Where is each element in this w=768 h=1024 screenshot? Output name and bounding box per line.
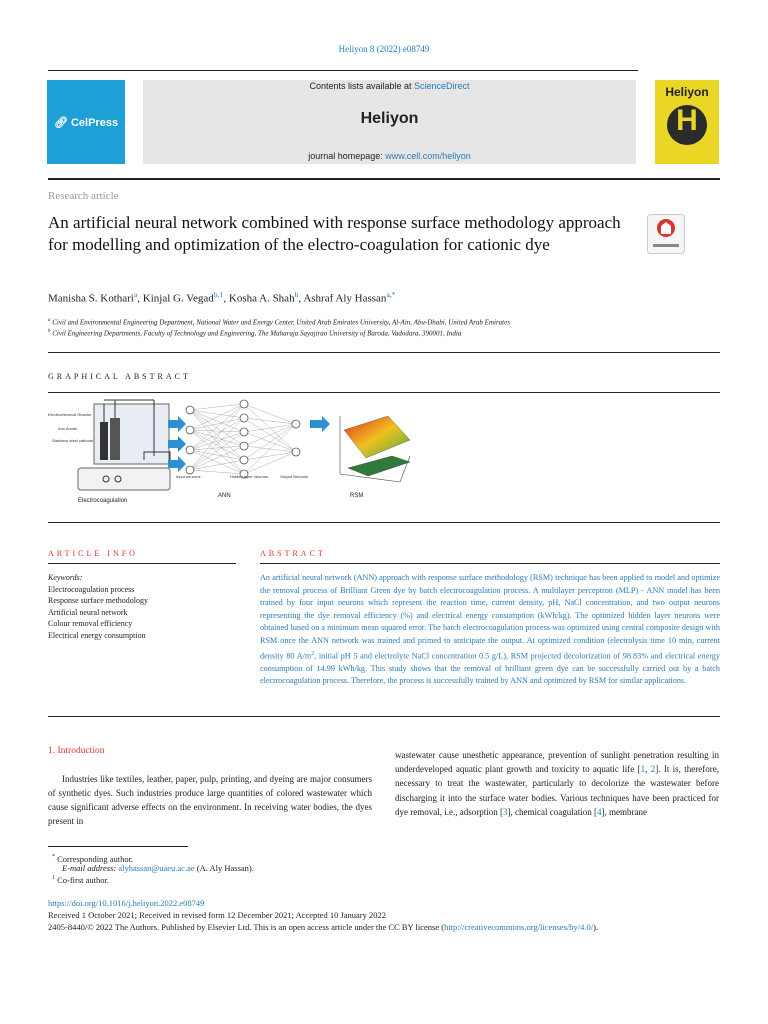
author-affil-mark[interactable]: b (294, 290, 299, 299)
keyword: Response surface methodology (48, 596, 148, 605)
graphical-abstract-figure[interactable] (48, 396, 720, 518)
ann-connection (190, 410, 244, 432)
ann-connection (244, 424, 296, 432)
author-name[interactable]: Kinjal G. Vegad (142, 292, 214, 305)
reactor-label: Stainless steel cathode (52, 438, 94, 443)
cellpress-logo[interactable] (47, 80, 125, 164)
cover-title: Heliyon (665, 85, 709, 99)
ann-connection (190, 430, 244, 446)
affiliation: $^a$ Civil and Environmental Engineering Department, National Water and Energy Center, United Arab Emirates University, Al-Ain, Abu-Dhabi, United Arab Emirates (48, 318, 510, 327)
graphical-abstract-heading: GRAPHICAL ABSTRACT (48, 372, 191, 381)
panel-label: RSM (350, 493, 364, 499)
license-line: 2405-8440/© 2022 The Authors. Published by Elsevier Ltd. This is an open access article under the CC BY license (http://creativecommons.org/licenses/by/4.0/). (48, 922, 599, 932)
rsm-surface-plot (340, 416, 410, 482)
ann-connection (244, 424, 296, 460)
article-type: Research article (48, 190, 119, 202)
keywords-label: Keywords: (48, 573, 83, 582)
ann-connection (190, 430, 244, 474)
contents-line: Contents lists available at ScienceDirect (309, 81, 470, 91)
author-list: Manisha S. Kothari$^a$, Kinjal G. Vegad$^{b,1}$, Kosha A. Shah$^b$, Ashraf Aly Hassan$^{a,*}$ (48, 290, 396, 305)
panel-label: Electrocoagulation (78, 498, 128, 504)
panel-label: ANN (218, 493, 231, 499)
ann-label: Input neurons (176, 474, 201, 479)
section-rule (48, 392, 720, 393)
author-name[interactable]: Kosha A. Shah (228, 292, 295, 305)
cellpress-logo-text: 🔗︎ CelPress (53, 117, 119, 129)
corresponding-author-note: * Corresponding author. (52, 853, 134, 864)
author-affil-mark[interactable]: b,1 (213, 290, 224, 299)
section-rule (48, 352, 720, 353)
introduction-column-2: wastewater cause unesthetic appearance, prevention of sunlight penetration resulting in underdeveloped aquatic plant growth and toxicity to aquatic life [1, 2]. It is, therefore, necessary to treat the wastewater, particularly to decolorize the wastewater before discharging it into the surface water bodies. Various techniques have been practiced for dye removal, i.e., adsorption [3], chemical coagulation [4], membrane (395, 750, 720, 817)
reactor-label: Iron Anode (58, 426, 78, 431)
homepage-link[interactable]: www.cell.com/heliyon (385, 151, 471, 161)
ann-connection (190, 430, 244, 432)
ann-connection (244, 452, 296, 474)
author-name[interactable]: Manisha S. Kothari (48, 292, 134, 305)
journal-reference[interactable]: Heliyon 8 (2022) e08749 (338, 44, 430, 54)
ann-label: Output Neurons (280, 474, 309, 479)
introduction-column-1: Industries like textiles, leather, paper, pulp, printing, and dyeing are major consumers of synthetic dyes. Such industries produce large quantities of colored wastewater which cause significant adverse effects on the environment. In receiving water bodies, the dyes present in (48, 774, 372, 826)
cover-letter: H (676, 104, 698, 137)
ann-connection (190, 410, 244, 460)
abstract-heading: ABSTRACT (260, 549, 326, 558)
email-note: E-mail address: alyhassan@uaeu.ac.ae (A. Aly Hassan). (62, 863, 254, 873)
author-affil-mark[interactable]: a (133, 290, 138, 299)
link-icon: 🔗︎ (53, 117, 68, 129)
received-dates: Received 1 October 2021; Received in revised form 12 December 2021; Accepted 10 January 2022 (48, 910, 386, 920)
journal-name: Heliyon (360, 110, 419, 127)
section-rule (48, 716, 720, 717)
sciencedirect-link[interactable]: ScienceDirect (414, 81, 470, 91)
email-link[interactable]: alyhassan@uaeu.ac.ae (118, 863, 195, 873)
top-rule (48, 70, 638, 71)
doi-link[interactable]: https://doi.org/10.1016/j.heliyon.2022.e08749 (48, 898, 205, 908)
journal-cover[interactable] (655, 80, 719, 164)
ann-connection (190, 460, 244, 470)
co-first-author-note: $^1$ Co-first author. (52, 875, 110, 885)
citation-link[interactable]: 2 (650, 764, 656, 775)
abstract-text: An artificial neural network (ANN) approach with response surface methodology (RSM) technique has been applied to model and optimize the removal process of Brilliant Green dye by batch electrocoagulation process. A multilayer perceptron (MLP) - ANN model has been trained by four input neurons which represent the reaction time, current density, pH, NaCl concentration, and two output neurons representing the dye removal efficiency (%) and electrical energy consumption (kWh/kg). The optimized hidden layer neurons were obtained based on a minimum mean squared error. The batch electrocoagulation process was optimized using central composite design with RSM once the ANN network was trained and primed to anticipate the output. At optimized condition (electrolysis time 10 min, current density 80 $A/m^2$, initial pH 5 and electrolyte NaCl concentration 0.5 g/L), RSM projected decolorization of 98.83% and electrical energy consumption of 14.99 kWh/kg. This study shows that the removal of brilliant green dye can be successfully carried out by a batch electrocoagulation process. Therefore, the process is successfully trained by ANN and optimized by RSM for similar applications. (260, 573, 720, 686)
header-rule (48, 178, 720, 180)
article-info-heading: ARTICLE INFO (48, 549, 138, 558)
keyword: Artificial neural network (48, 607, 128, 617)
citation-link[interactable]: 3 (502, 806, 508, 817)
keywords-block (48, 572, 238, 641)
reactor-label: Electrochemical Reactor (48, 412, 92, 417)
article-title: An artificial neural network combined with response surface methodology approach for modelling and optimization of the electro-coagulation for cationic dye (48, 213, 621, 254)
section-rule (260, 563, 720, 564)
ann-connection (190, 404, 244, 410)
check-updates-icon (647, 214, 685, 254)
footnote-rule (48, 846, 188, 847)
keyword: Electrocoagulation process (48, 584, 135, 594)
introduction-heading: 1. Introduction (48, 746, 105, 756)
citation-link[interactable]: 4 (596, 806, 602, 817)
author-affil-mark[interactable]: a,* (386, 290, 396, 299)
keyword: Colour removal efficiency (48, 619, 133, 628)
homepage-line: journal homepage: www.cell.com/heliyon (308, 151, 471, 161)
citation-link[interactable]: 1 (640, 764, 646, 775)
ann-label: Hidden layer neurons (230, 474, 269, 479)
check-for-updates-button[interactable] (647, 214, 685, 254)
ann-connection (190, 404, 244, 450)
author-name[interactable]: Ashraf Aly Hassan (303, 292, 387, 305)
section-rule (48, 563, 236, 564)
ann-connection (190, 450, 244, 460)
affiliation: $^b$ Civil Engineering Departments, Faculty of Technology and Engineering, The Maharaja Sayajirao University of Baroda, Vadodara, 390001, India (48, 329, 462, 338)
section-rule (48, 522, 720, 523)
ann-connection (244, 452, 296, 460)
keyword: Electrical energy consumption (48, 630, 146, 640)
reactor-diagram (48, 400, 170, 490)
license-link[interactable]: http://creativecommons.org/licenses/by/4.0/ (444, 922, 594, 932)
